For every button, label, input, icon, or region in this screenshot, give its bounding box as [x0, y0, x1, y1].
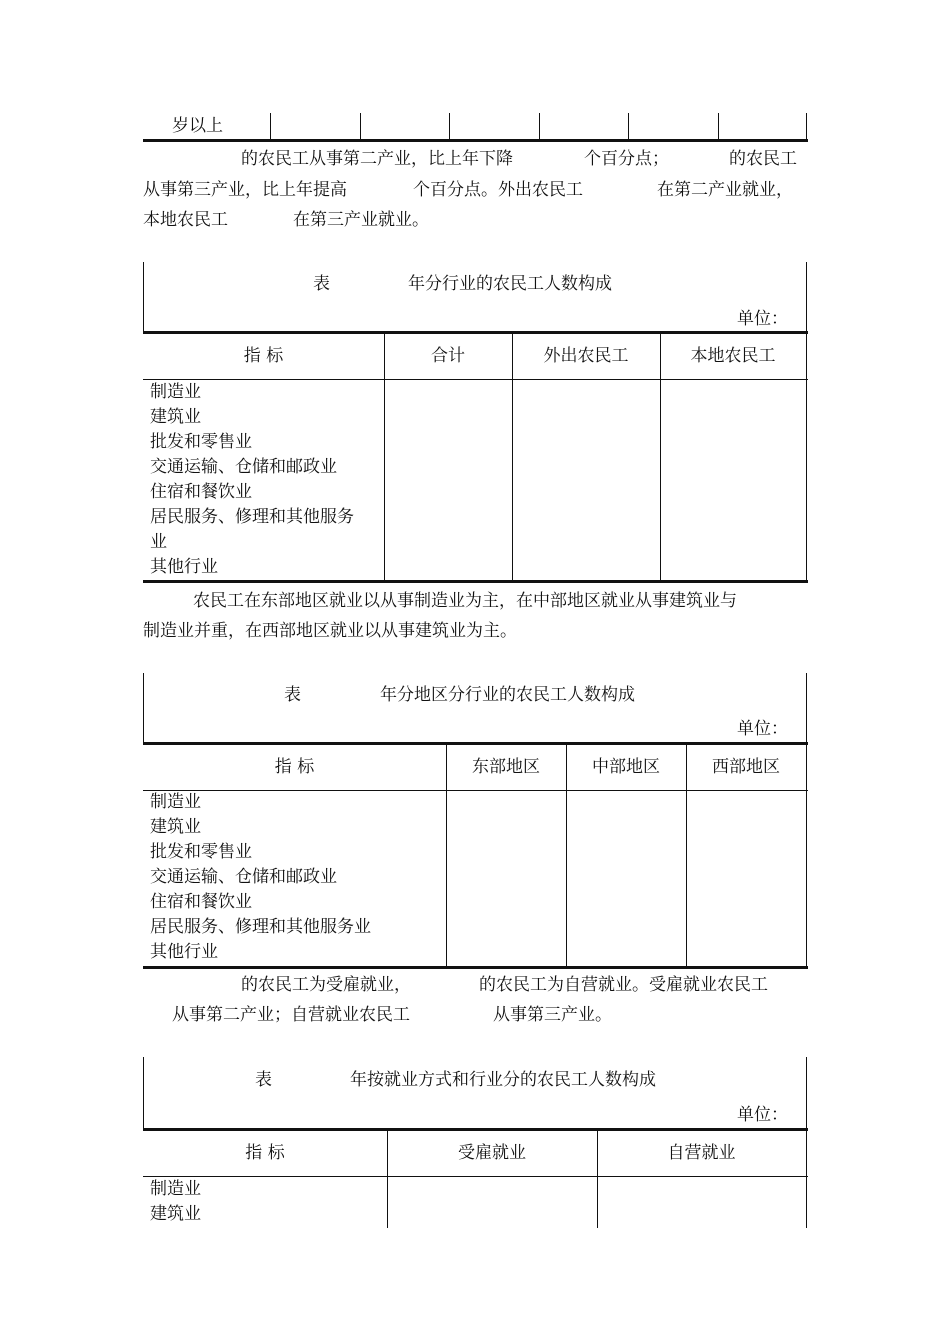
table-row: 住宿和餐饮业: [150, 892, 252, 912]
paragraph-text: 的农民工: [729, 149, 797, 169]
table-rule: [270, 113, 271, 140]
table-row: 其他行业: [150, 557, 218, 577]
paragraph-text: 从事第三产业。: [493, 1005, 612, 1025]
table-border: [806, 262, 807, 582]
table-unit: 单位：: [737, 1105, 788, 1125]
table-row: 居民服务、修理和其他服务业: [150, 917, 371, 937]
column-header: 合计: [431, 346, 465, 366]
table-caption: 年按就业方式和行业分的农民工人数构成: [350, 1070, 656, 1090]
table-row: 建筑业: [150, 817, 201, 837]
table-row: 居民服务、修理和其他服务: [150, 507, 354, 527]
table-rule: [660, 331, 661, 582]
paragraph-text: 个百分点。外出农民工: [413, 180, 583, 200]
top-table-row-label: 岁以上: [172, 116, 223, 136]
table-caption-prefix: 表: [313, 274, 330, 294]
column-header: 指 标: [274, 757, 315, 777]
table-row: 批发和零售业: [150, 842, 252, 862]
column-header: 自营就业: [667, 1143, 736, 1163]
table-bottom-rule: [143, 580, 808, 583]
table-row: 交通运输、仓储和邮政业: [150, 457, 337, 477]
table-rule: [806, 113, 807, 140]
row-labels: [150, 380, 354, 580]
paragraph-text: 个百分点；: [584, 149, 669, 169]
table-row: 制造业: [150, 1179, 201, 1199]
column-header: 指 标: [245, 1143, 285, 1163]
paragraph-text: 的农民工为受雇就业，: [241, 975, 411, 995]
table-caption: 年分地区分行业的农民工人数构成: [380, 685, 635, 705]
table-row: 批发和零售业: [150, 432, 252, 452]
table-row: 制造业: [150, 382, 201, 402]
table-unit: 单位：: [737, 719, 788, 739]
paragraph-text: 制造业并重，在西部地区就业以从事建筑业为主。: [143, 621, 517, 641]
column-header: 中部地区: [592, 757, 660, 777]
table-rule: [718, 113, 719, 140]
table-bottom-rule: [143, 966, 808, 969]
paragraph-text: 在第二产业就业，: [657, 180, 793, 200]
table-row: 其他行业: [150, 942, 218, 962]
table-border: [143, 673, 144, 743]
table-rule: [449, 113, 450, 140]
paragraph-text: 在第三产业就业。: [293, 210, 429, 230]
table-caption: 年分行业的农民工人数构成: [408, 274, 612, 294]
table-caption-prefix: 表: [255, 1070, 272, 1090]
table-row: 住宿和餐饮业: [150, 482, 252, 502]
table-header-top-rule: [143, 742, 808, 745]
column-header: 受雇就业: [458, 1143, 526, 1163]
paragraph-text: 的农民工从事第二产业，比上年下降: [241, 149, 513, 169]
column-header: 本地农民工: [690, 346, 776, 366]
paragraph-text: 从事第二产业；自营就业农民工: [172, 1005, 410, 1025]
table-rule: [512, 331, 513, 582]
table-rule: [628, 113, 629, 140]
paragraph-text: 的农民工为自营就业。受雇就业农民工: [479, 975, 768, 995]
paragraph-text: 从事第三产业，比上年提高: [143, 180, 347, 200]
table-border: [806, 673, 807, 969]
table-rule: [360, 113, 361, 140]
table-row: 建筑业: [150, 1204, 201, 1224]
column-header: 外出农民工: [543, 346, 629, 366]
table-border: [143, 1057, 144, 1128]
column-header: 指 标: [243, 346, 284, 366]
table-unit: 单位：: [737, 309, 788, 329]
table-border: [143, 262, 144, 332]
paragraph-text: 本地农民工: [143, 210, 228, 230]
table-rule: [539, 113, 540, 140]
table-border: [806, 1057, 807, 1228]
column-header: 西部地区: [712, 757, 780, 777]
table-row: 制造业: [150, 792, 201, 812]
table-row: 建筑业: [150, 407, 201, 427]
column-header: 东部地区: [472, 757, 540, 777]
table-header-top-rule: [143, 1128, 808, 1131]
paragraph-text: 农民工在东部地区就业以从事制造业为主，在中部地区就业从事建筑业与: [193, 591, 737, 611]
table-caption-prefix: 表: [284, 685, 301, 705]
table-header-top-rule: [143, 331, 808, 334]
row-labels: [150, 790, 371, 965]
table-row: 业: [150, 532, 167, 552]
table-bottom-rule: [143, 139, 808, 142]
table-rule: [384, 331, 385, 582]
table-header-bottom-rule: [143, 1176, 808, 1177]
row-labels: [150, 1177, 201, 1227]
table-row: 交通运输、仓储和邮政业: [150, 867, 337, 887]
